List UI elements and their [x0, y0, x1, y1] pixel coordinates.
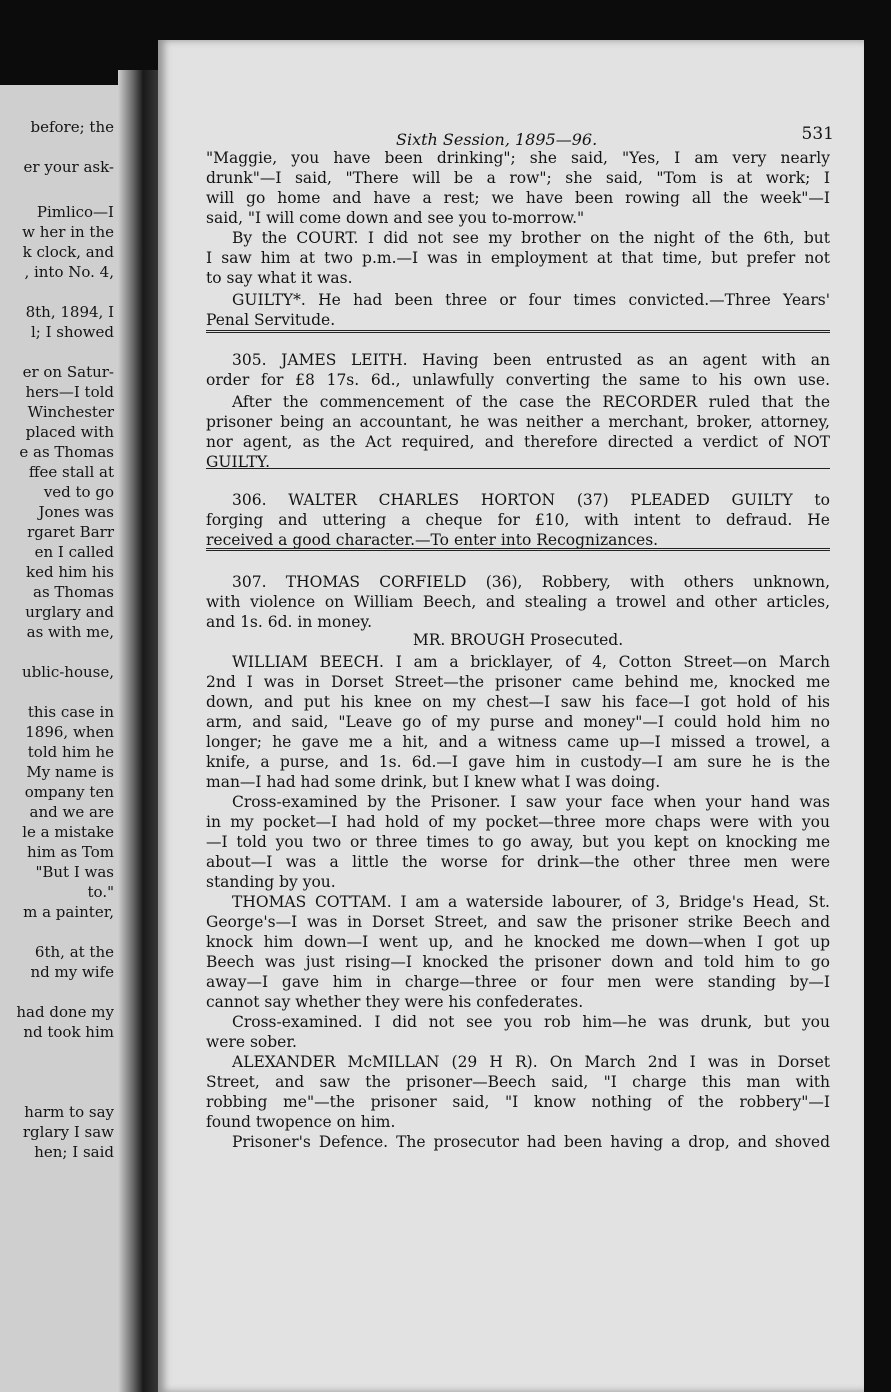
text-line: By the COURT. I did not see my brother on the night of the 6th, but [232, 229, 830, 247]
text-line: and 1s. 6d. in money. [206, 613, 373, 631]
left-page-fragment: l; I showed [30, 323, 114, 341]
section-rule [206, 548, 830, 551]
left-page-fragment: as with me, [26, 623, 114, 641]
text-line: —I told you two or three times to go away, but you kept on knocking me [206, 833, 830, 851]
left-page-fragment: harm to say [24, 1103, 114, 1121]
left-page-fragment: him as Tom [27, 843, 114, 861]
left-page-fragment: nd took him [23, 1023, 114, 1041]
text-line: to say what it was. [206, 269, 353, 287]
text-line: GUILTY. [206, 453, 271, 471]
text-line: Prisoner's Defence. The prosecutor had been having a drop, and shoved [232, 1133, 830, 1151]
text-line: knife, a purse, and 1s. 6d.—I gave him in custody—I am sure he is the [206, 753, 830, 771]
text-line: George's—I was in Dorset Street, and saw the prisoner strike Beech and [206, 913, 830, 931]
text-line: order for £8 17s. 6d., unlawfully converting the same to his own use. [206, 371, 830, 389]
text-line: said, "I will come down and see you to-morrow." [206, 209, 585, 227]
text-line: GUILTY*. He had been three or four times convicted.—Three Years' [232, 291, 830, 309]
text-line: MR. BROUGH Prosecuted. [412, 631, 624, 649]
left-page-fragment: le a mistake [22, 823, 114, 841]
left-page-fragment: ffee stall at [28, 463, 114, 481]
text-line: man—I had had some drink, but I knew what I was doing. [206, 773, 661, 791]
left-page-fragment: as Thomas [33, 583, 114, 601]
left-page-fragment: ked him his [26, 563, 114, 581]
left-page-fragment: ublic-house, [21, 663, 114, 681]
text-line: found twopence on him. [206, 1113, 396, 1131]
left-page-fragment: w her in the [22, 223, 114, 241]
left-page-fragment: Pimlico—I [36, 203, 114, 221]
text-line: Street, and saw the prisoner—Beech said, "I charge this man with [206, 1073, 830, 1091]
left-page-fragment: 8th, 1894, I [25, 303, 114, 321]
left-page-fragment: e as Thomas [19, 443, 114, 461]
text-line: drunk"—I said, "There will be a row"; she said, "Tom is at work; I [206, 169, 830, 187]
text-line: I saw him at two p.m.—I was in employment at that time, but prefer not [206, 249, 830, 267]
left-page-fragment: er on Satur- [22, 363, 114, 381]
text-line: "Maggie, you have been drinking"; she said, "Yes, I am very nearly [206, 149, 830, 167]
left-page-fragment: hers—I told [25, 383, 114, 401]
left-page-fragment: Jones was [38, 503, 114, 521]
left-page-fragment: k clock, and [22, 243, 114, 261]
text-line: 305. JAMES LEITH. Having been entrusted as an agent with an [232, 351, 830, 369]
text-line: Penal Servitude. [206, 311, 336, 329]
text-line: were sober. [206, 1033, 297, 1051]
section-rule [206, 468, 830, 469]
text-line: arm, and said, "Leave go of my purse and money"—I could hold him no [206, 713, 830, 731]
text-line: WILLIAM BEECH. I am a bricklayer, of 4, Cotton Street—on March [232, 653, 830, 671]
left-page-fragment: My name is [26, 763, 114, 781]
left-page [0, 85, 120, 1392]
left-page-fragment: placed with [25, 423, 114, 441]
left-page-fragment: , into No. 4, [24, 263, 114, 281]
left-page-fragment: ved to go [43, 483, 114, 501]
text-line: down, and put his knee on my chest—I saw his face—I got hold of his [206, 693, 830, 711]
text-line: robbing me"—the prisoner said, "I know nothing of the robbery"—I [206, 1093, 830, 1111]
text-line: ALEXANDER McMILLAN (29 H R). On March 2nd I was in Dorset [232, 1053, 830, 1071]
left-page-fragment: urglary and [25, 603, 114, 621]
left-page-fragment: ompany ten [24, 783, 114, 801]
left-page-fragment: rglary I saw [22, 1123, 114, 1141]
text-line: 306. WALTER CHARLES HORTON (37) PLEADED GUILTY to [232, 491, 830, 509]
left-page-fragment: 1896, when [25, 723, 114, 741]
text-line: in my pocket—I had hold of my pocket—three more chaps were with you [206, 813, 830, 831]
left-page-fragment: Winchester [27, 403, 114, 421]
left-page-fragment: 6th, at the [34, 943, 114, 961]
left-page-fragment: to." [87, 883, 114, 901]
text-line: longer; he gave me a hit, and a witness came up—I missed a trowel, a [206, 733, 830, 751]
text-line: Beech was just rising—I knocked the prisoner down and told him to go [206, 953, 830, 971]
text-line: forging and uttering a cheque for £10, with intent to defraud. He [206, 511, 830, 529]
text-line: nor agent, as the Act required, and therefore directed a verdict of NOT [206, 433, 830, 451]
text-line: cannot say whether they were his confederates. [206, 993, 584, 1011]
book-gutter [118, 70, 160, 1392]
left-page-fragment: er your ask- [23, 158, 114, 176]
right-page [158, 40, 864, 1392]
left-page-fragment: hen; I said [34, 1143, 114, 1161]
left-page-fragment: told him he [27, 743, 114, 761]
text-line: about—I was a little the worse for drink—the other three men were [206, 853, 830, 871]
page-number: 531 [801, 124, 834, 144]
text-line: 2nd I was in Dorset Street—the prisoner came behind me, knocked me [206, 673, 830, 691]
text-line: prisoner being an accountant, he was neither a merchant, broker, attorney, [206, 413, 830, 431]
text-line: with violence on William Beech, and stealing a trowel and other articles, [206, 593, 830, 611]
left-page-fragment: had done my [16, 1003, 114, 1021]
section-rule [206, 330, 830, 333]
left-page-fragment: en I called [34, 543, 114, 561]
running-title: Sixth Session, 1895—96. [396, 130, 598, 149]
left-page-fragment: rgaret Barr [27, 523, 114, 541]
left-page-fragment: this case in [27, 703, 114, 721]
left-page-fragment: and we are [29, 803, 114, 821]
text-line: away—I gave him in charge—three or four men were standing by—I [206, 973, 830, 991]
left-page-fragment: nd my wife [30, 963, 114, 981]
text-line: Cross-examined. I did not see you rob him—he was drunk, but you [232, 1013, 830, 1031]
text-line: will go home and have a rest; we have been rowing all the week"—I [206, 189, 830, 207]
left-page-fragment: m a painter, [23, 903, 114, 921]
left-page-fragment: "But I was [35, 863, 114, 881]
text-line: standing by you. [206, 873, 336, 891]
text-line: received a good character.—To enter into Recognizances. [206, 531, 659, 549]
text-line: knock him down—I went up, and he knocked me down—when I got up [206, 933, 830, 951]
left-page-fragment: before; the [30, 118, 114, 136]
text-line: THOMAS COTTAM. I am a waterside labourer, of 3, Bridge's Head, St. [232, 893, 830, 911]
text-line: 307. THOMAS CORFIELD (36), Robbery, with others unknown, [232, 573, 830, 591]
text-line: After the commencement of the case the RECORDER ruled that the [232, 393, 830, 411]
text-line: Cross-examined by the Prisoner. I saw your face when your hand was [232, 793, 830, 811]
